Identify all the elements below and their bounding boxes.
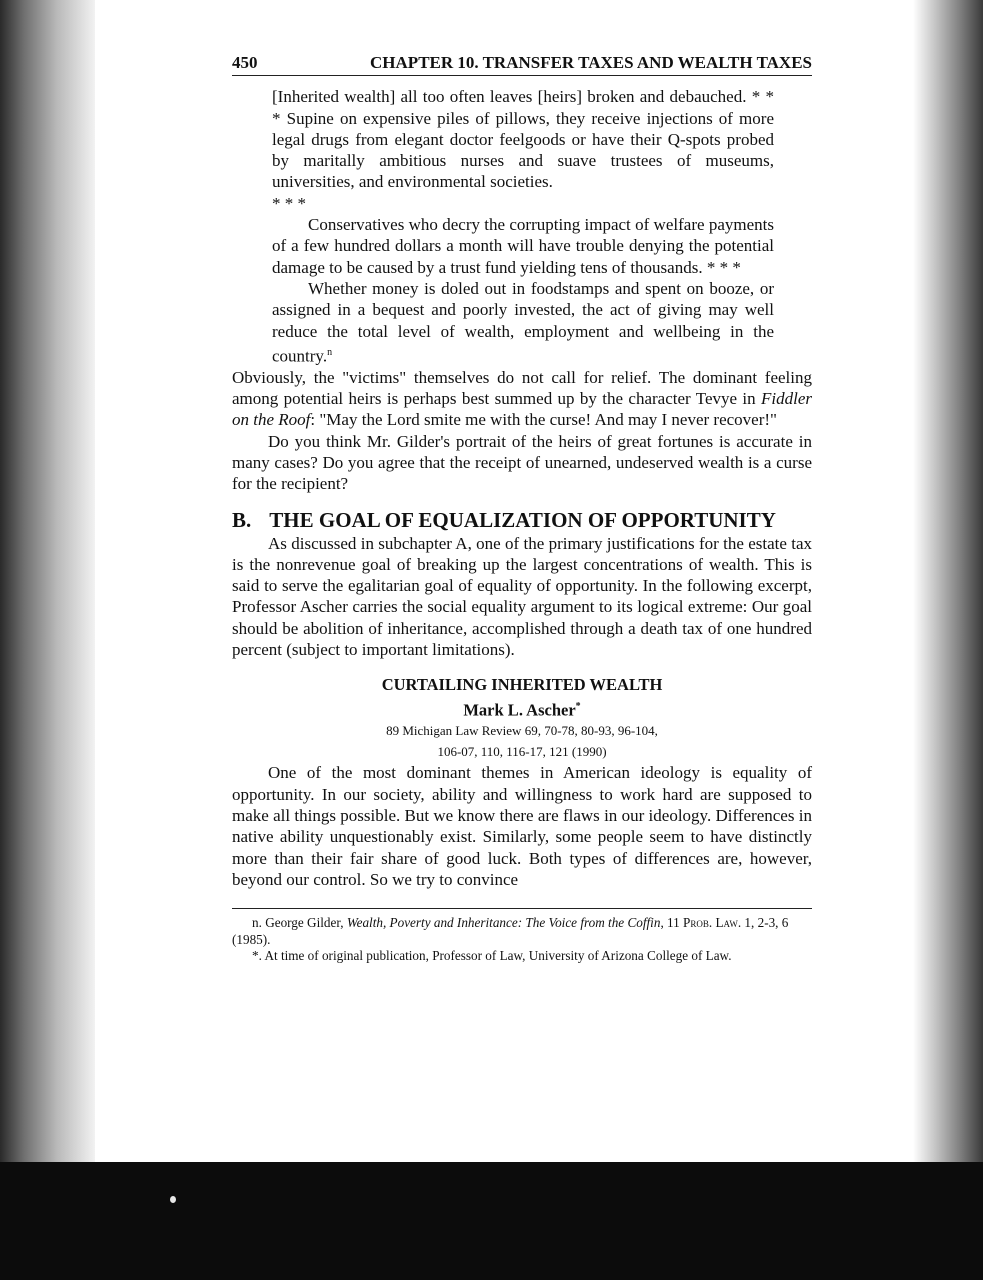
article-citation-1: 89 Michigan Law Review 69, 70-78, 80-93, 96-104, xyxy=(386,723,658,739)
footnote-n xyxy=(232,915,812,948)
footnote-n-prefix: n. George Gilder, xyxy=(252,915,347,931)
footnote-n-title: Wealth, Poverty and Inheritance: The Voice from the Coffin xyxy=(346,915,661,931)
section-paragraph: As discussed in subchapter A, one of the primary justifications for the estate tax is the nonrevenue goal of breaking up the largest concentrations of wealth. This is said to serve the egalitarian goal of equality of opportunity. In the following excerpt, Professor Ascher carries the social equality argument to its logical extreme: Our goal should be abolition of inheritance, accomplished through a death tax of one hundred percent (subject to important limitations). xyxy=(232,533,812,660)
article-title: CURTAILING INHERITED WEALTH xyxy=(381,675,663,695)
section-heading xyxy=(232,507,812,533)
scan-left-shadow xyxy=(0,0,95,1280)
article-author xyxy=(232,696,812,721)
article-paragraph: One of the most dominant themes in American ideology is equality of opportunity. In our society, ability and willingness to work hard are supposed to make all things possible. But we know there are flaws in our ideology. Differences in native ability unquestionably exist. Similarly, some people seem to have distinctly more than their fair share of good luck. Both types of differences are, however, beyond our control. So we try to convince xyxy=(232,763,812,889)
running-header xyxy=(232,52,812,76)
quote-paragraph-1: [Inherited wealth] all too often leaves [heirs] broken and debauched. * * * Supine on expensive piles of pillows, they receive injections of more legal drugs from elegant doctor feelgoods or have their Q-spots probed by maritally ambitious nurses and suave trustees of museums, universities, and environmental societies. xyxy=(272,87,774,192)
footnote-n-volume: , 11 xyxy=(660,915,684,931)
article-citation-2: 106-07, 110, 116-17, 121 (1990) xyxy=(437,744,607,760)
body-paragraph-1 xyxy=(232,367,812,431)
scan-bottom-band xyxy=(0,1162,983,1280)
footnote-star: *. At time of original publication, Professor of Law, University of Arizona College of Law. xyxy=(252,948,732,964)
body-paragraph-1-text-b: : "May the Lord smite me with the curse! And may I never recover!" xyxy=(310,410,777,430)
footnote-n-rest: . 1, 2-3, 6 (1985). xyxy=(232,915,789,947)
chapter-title: CHAPTER 10. TRANSFER TAXES AND WEALTH TAXES xyxy=(370,53,812,72)
body-paragraph-1-text-a: Obviously, the "victims" themselves do not call for relief. The dominant feeling among potential heirs is perhaps best summed up by the character Tevye in xyxy=(232,367,812,409)
quote-stars: * * * xyxy=(272,193,306,213)
footnote-n-journal: Prob. Law xyxy=(683,915,738,931)
scan-right-shadow xyxy=(913,0,983,1280)
quote-paragraph-3-text: Whether money is doled out in foodstamps and spent on booze, or assigned in a bequest and poorly invested, the act of giving may well reduce the total level of wealth, employment and wellbeing in the country. xyxy=(272,278,774,366)
block-quote xyxy=(272,86,774,367)
quote-paragraph-2: Conservatives who decry the corrupting impact of welfare payments of a few hundred dollars a month will have trouble denying the potential damage to be caused by a trust fund yielding tens of thousands. * * * xyxy=(272,215,774,277)
page-number: 450 xyxy=(232,53,258,72)
body-paragraph-2: Do you think Mr. Gilder's portrait of the heirs of great fortunes is accurate in many cases? Do you agree that the receipt of unearned, undeserved wealth is a curse for the recipient? xyxy=(232,431,812,494)
footnote-ref-n[interactable]: n xyxy=(327,346,333,358)
footnotes xyxy=(232,908,812,965)
document-page xyxy=(232,52,812,965)
section-title: THE GOAL OF EQUALIZATION OF OPPORTUNITY xyxy=(269,507,776,532)
quote-paragraph-3 xyxy=(272,278,774,367)
article-author-name: Mark L. Ascher xyxy=(463,700,576,720)
fiddler-title: Fiddler on the Roof xyxy=(232,389,812,430)
section-letter: B. xyxy=(232,507,252,532)
scan-artifact-dot xyxy=(170,1196,176,1203)
footnote-ref-star[interactable]: * xyxy=(575,700,581,712)
